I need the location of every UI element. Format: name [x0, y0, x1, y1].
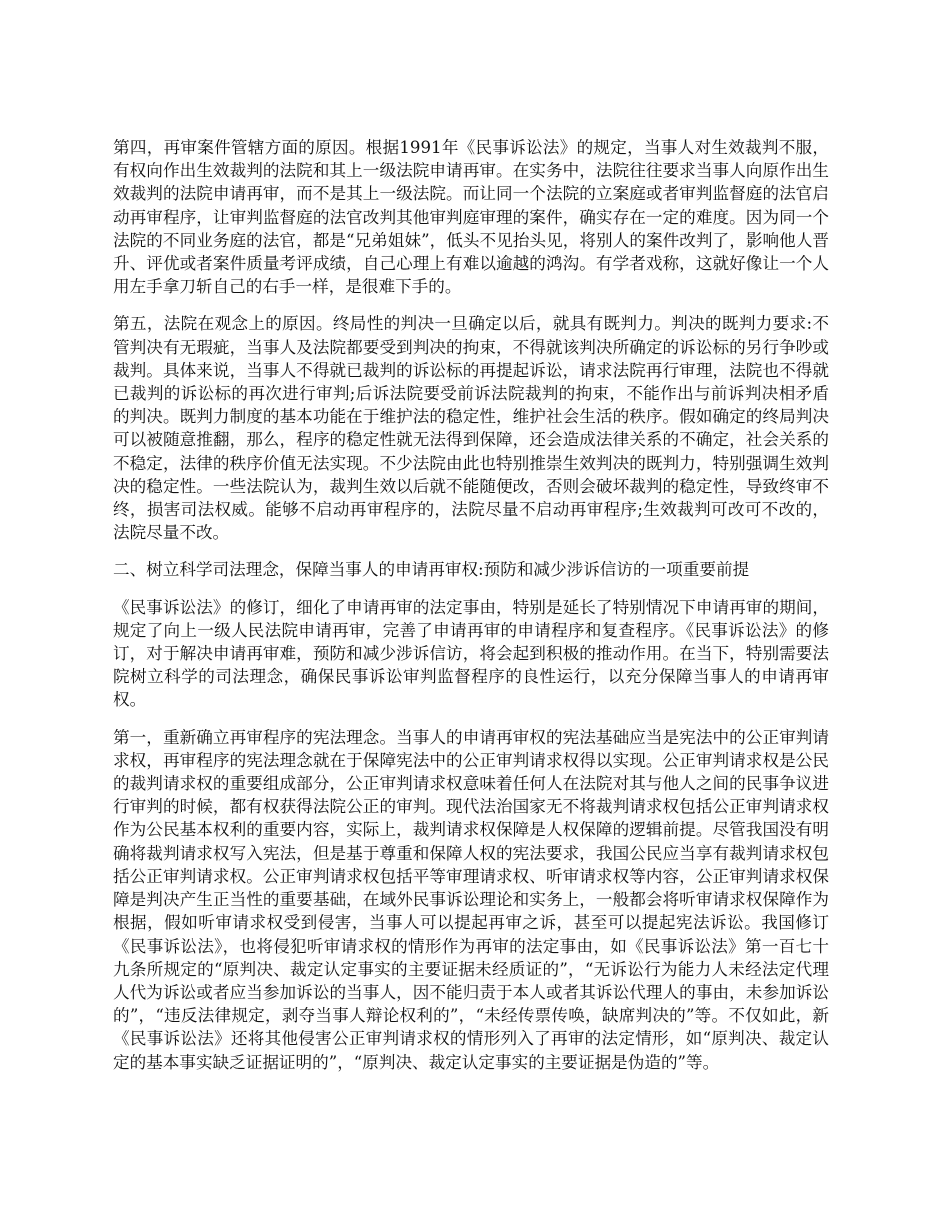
paragraph-jurisdiction-reason: 第四，再审案件管辖方面的原因。根据1991年《民事诉讼法》的规定，当事人对生效裁判不服，有权向作出生效裁判的法院和其上一级法院申请再审。在实务中，法院往往要求当事人向原作出生效裁判的法院申请再审，而不是其上一级法院。而让同一个法院的立案庭或者审判监督庭的法官启动再审程序，让审判监督庭的法官改判其他审判庭审理的案件，确实存在一定的难度。因为同一个法院的不同业务庭的法官，都是“兄弟姐妹”，低头不见抬头见，将别人的案件改判了，影响他人晋升、评优或者案件质量考评成绩，自己心理上有难以逾越的鸿沟。有学者戏称，这就好像让一个人用左手拿刀斩自己的右手一样，是很难下手的。	[113, 138, 829, 297]
document-page	[113, 136, 829, 1088]
paragraph-constitutional-concept: 第一，重新确立再审程序的宪法理念。当事人的申请再审权的宪法基础应当是宪法中的公正审判请求权，再审程序的宪法理念就在于保障宪法中的公正审判请求权得以实现。公正审判请求权是公民的裁判请求权的重要组成部分，公正审判请求权意味着任何人在法院对其与他人之间的民事争议进行审判的时候，都有权获得法院公正的审判。现代法治国家无不将裁判请求权包括公正审判请求权作为公民基本权利的重要内容，实际上，裁判请求权保障是人权保障的逻辑前提。尽管我国没有明确将裁判请求权写入宪法，但是基于尊重和保障人权的宪法要求，我国公民应当享有裁判请求权包括公正审判请求权。公正审判请求权包括平等审理请求权、听审请求权等内容，公正审判请求权保障是判决产生正当性的重要基础，在域外民事诉讼理论和实务上，一般都会将听审请求权保障作为根据，假如听审请求权受到侵害，当事人可以提起再审之诉，甚至可以提起宪法诉讼。我国修订《民事诉讼法》，也将侵犯听审请求权的情形作为再审的法定事由，如《民事诉讼法》第一百七十九条所规定的“原判决、裁定认定事实的主要证据未经质证的”，“无诉讼行为能力人未经法定代理人代为诉讼或者应当参加诉讼的当事人，因不能归责于本人或者其诉讼代理人的事由，未参加诉讼的”，“违反法律规定，剥夺当事人辩论权利的”，“未经传票传唤，缺席判决的”等。不仅如此，新《民事诉讼法》还将其他侵害公正审判请求权的情形列入了再审的法定情形，如“原判决、裁定认定的基本事实缺乏证据证明的”，“原判决、裁定认定事实的主要证据是伪造的”等。	[113, 727, 829, 1072]
section-heading: 二、树立科学司法理念，保障当事人的申请再审权:预防和减少涉诉信访的一项重要前提	[113, 560, 750, 580]
paragraph-law-revision: 《民事诉讼法》的修订，细化了申请再审的法定事由，特别是延长了特别情况下申请再审的期间，规定了向上一级人民法院申请再审，完善了申请再审的申请程序和复查程序。《民事诉讼法》的修订，对于解决申请再审难，预防和减少涉诉信访，将会起到积极的推动作用。在当下，特别需要法院树立科学的司法理念，确保民事诉讼审判监督程序的良性运行，以充分保障当事人的申请再审权。	[113, 597, 829, 710]
paragraph-concept-reason: 第五，法院在观念上的原因。终局性的判决一旦确定以后，就具有既判力。判决的既判力要求:不管判决有无瑕疵，当事人及法院都要受到判决的拘束，不得就该判决所确定的诉讼标的另行争吵或裁判。具体来说，当事人不得就已裁判的诉讼标的再提起诉讼，请求法院再行审理，法院也不得就已裁判的诉讼标的再次进行审判;后诉法院要受前诉法院裁判的拘束，不能作出与前诉判决相矛盾的判决。既判力制度的基本功能在于维护法的稳定性，维护社会生活的秩序。假如确定的终局判决可以被随意推翻，那么，程序的稳定性就无法得到保障，还会造成法律关系的不确定，社会关系的不稳定，法律的秩序价值无法实现。不少法院由此也特别推崇生效判决的既判力，特别强调生效判决的稳定性。一些法院认为，裁判生效以后就不能随便改，否则会破坏裁判的稳定性，导致终审不终，损害司法权威。能够不启动再审程序的，法院尽量不启动再审程序;生效裁判可改可不改的，法院尽量不改。	[113, 314, 829, 543]
